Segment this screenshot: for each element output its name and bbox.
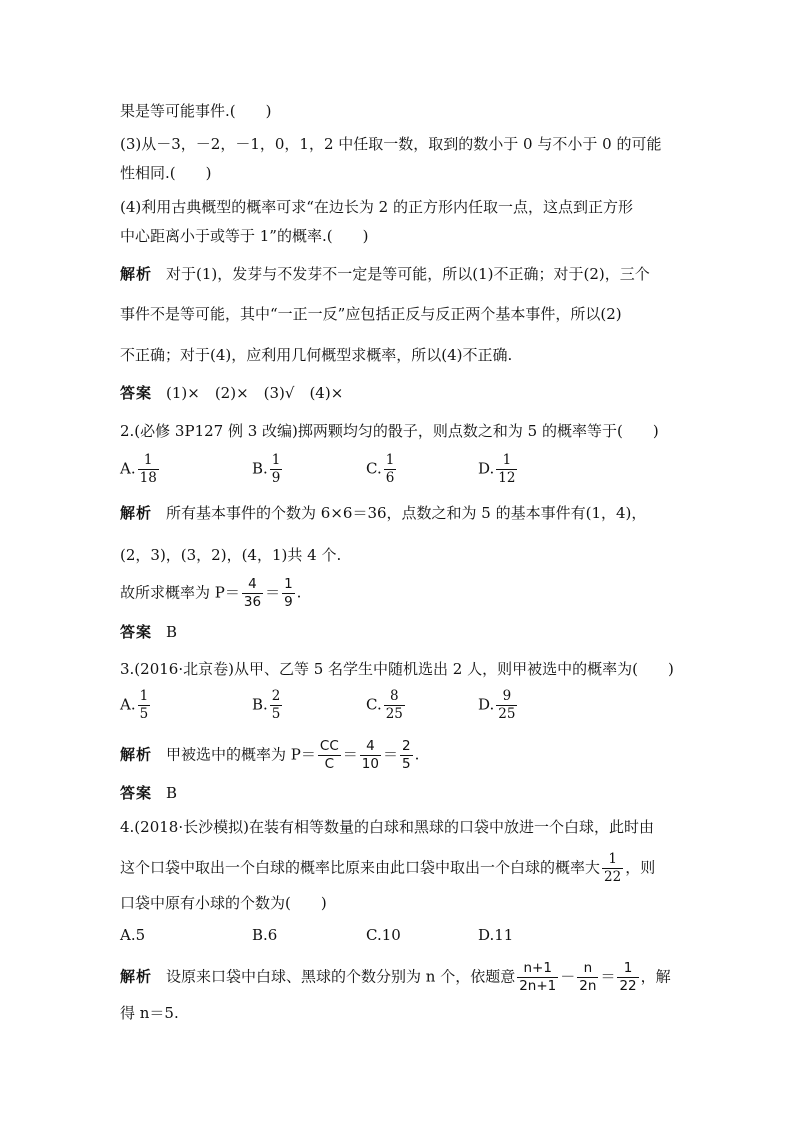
fraction: $\frac{n}{2n}$ xyxy=(579,960,597,994)
q4-option-c: C.10 xyxy=(366,926,401,944)
fraction: $\frac{1}{22}$ xyxy=(619,960,637,994)
q2-option-a: A. $\frac{1}{18}$ xyxy=(120,452,157,486)
q2-option-b: B. $\frac{1}{9}$ xyxy=(252,452,281,486)
answer-text: (1)× (2)× (3)√ (4)× xyxy=(166,384,344,402)
fraction: $\frac{4}{10}$ xyxy=(361,738,379,772)
q4-option-b: B.6 xyxy=(252,926,278,944)
q4-solution-line2: 得 n＝5. xyxy=(120,1004,179,1022)
answer-label: 答案 xyxy=(120,384,153,402)
q3-solution: 解析 甲被选中的概率为 P＝ $\frac{CC}{C}$ ＝ $\frac{4}{10}$ ＝ $\frac{2}{5}$ . xyxy=(120,738,420,772)
fraction: $\frac{1}{12}$ xyxy=(498,452,516,486)
solution-text: 对于(1)，发芽与不发芽不一定是等可能，所以(1)不正确；对于(2)，三个 xyxy=(166,265,650,283)
fraction: $\frac{CC}{C}$ xyxy=(319,738,339,772)
q3-option-d: D. $\frac{9}{25}$ xyxy=(478,688,516,722)
fraction: $\frac{1}{22}$ xyxy=(604,851,622,885)
solution-label: 解析 xyxy=(120,967,153,986)
q1-answer xyxy=(120,383,343,403)
q2-answer xyxy=(120,622,177,642)
fraction: $\frac{n+1}{2n+1}$ xyxy=(519,960,557,994)
q4-stem-line2: 这个口袋中取出一个白球的概率比原来由此口袋中取出一个白球的概率大 $\frac{1}{22}$ ，则 xyxy=(120,851,656,885)
solution-label: 解析 xyxy=(120,504,153,522)
q3-option-c: C. $\frac{8}{25}$ xyxy=(366,688,403,722)
fraction: $\frac{4}{36}$ xyxy=(243,576,262,610)
q4-stem-line3: 口袋中原有小球的个数为( ) xyxy=(120,894,327,912)
q1-line: 果是等可能事件.( ) xyxy=(120,102,272,120)
answer-label: 答案 xyxy=(120,623,153,641)
q2-stem: 2.(必修 3P127 例 3 改编)掷两颗均匀的骰子，则点数之和为 5 的概率等于( ) xyxy=(120,422,659,440)
solution-label: 解析 xyxy=(120,265,153,283)
q1-item3-line1: (3)从－3，－2，－1，0，1，2 中任取一数，取到的数小于 0 与不小于 0 的可能 xyxy=(120,135,662,153)
q4-option-a: A.5 xyxy=(120,926,146,944)
q3-option-b: B. $\frac{2}{5}$ xyxy=(252,688,281,722)
fraction: $\frac{1}{6}$ xyxy=(385,452,395,486)
fraction: $\frac{8}{25}$ xyxy=(385,688,403,722)
q4-stem-line1: 4.(2018·长沙模拟)在装有相等数量的白球和黑球的口袋中放进一个白球，此时由 xyxy=(120,818,654,836)
fraction: $\frac{1}{9}$ xyxy=(271,452,281,486)
q1-item3-line2: 性相同.( ) xyxy=(120,164,212,182)
q2-solution-line2: (2，3)，(3，2)，(4，1)共 4 个. xyxy=(120,546,342,564)
q1-item4-line1: (4)利用古典概型的概率可求“在边长为 2 的正方形内任取一点，这点到正方形 xyxy=(120,198,633,216)
q1-solution-line1 xyxy=(120,264,650,284)
q1-item4-line2: 中心距离小于或等于 1”的概率.( ) xyxy=(120,227,369,245)
q3-option-a: A. $\frac{1}{5}$ xyxy=(120,688,149,722)
q1-solution-line2: 事件不是等可能，其中“一正一反”应包括正反与反正两个基本事件，所以(2) xyxy=(120,305,622,323)
q1-solution-line3: 不正确；对于(4)，应利用几何概型求概率，所以(4)不正确. xyxy=(120,346,513,364)
q4-solution-line1: 解析 设原来口袋中白球、黑球的个数分别为 n 个，依题意 $\frac{n+1}{2n+1}$ － $\frac{n}{2n}$ ＝ $\frac{1}{22}$ ，解 xyxy=(120,960,671,994)
solution-text: 所有基本事件的个数为 6×6＝36，点数之和为 5 的基本事件有(1，4)， xyxy=(166,504,647,522)
q2-option-c: C. $\frac{1}{6}$ xyxy=(366,452,395,486)
fraction: $\frac{9}{25}$ xyxy=(498,688,516,722)
q4-option-d: D.11 xyxy=(478,926,514,944)
fraction: $\frac{1}{18}$ xyxy=(139,452,157,486)
q2-solution-line1 xyxy=(120,503,646,523)
q3-stem: 3.(2016·北京卷)从甲、乙等 5 名学生中随机选出 2 人，则甲被选中的概率为( ) xyxy=(120,660,674,678)
fraction: $\frac{2}{5}$ xyxy=(271,688,281,722)
answer-text: B xyxy=(166,784,178,802)
fraction: $\frac{2}{5}$ xyxy=(401,738,411,772)
answer-text: B xyxy=(166,623,178,641)
q2-option-d: D. $\frac{1}{12}$ xyxy=(478,452,516,486)
fraction: $\frac{1}{5}$ xyxy=(139,688,149,722)
fraction: $\frac{1}{9}$ xyxy=(284,576,293,610)
solution-label: 解析 xyxy=(120,745,153,764)
answer-label: 答案 xyxy=(120,784,153,802)
q2-solution-line3: 故所求概率为 P＝ $\frac{4}{36}$ ＝ $\frac{1}{9}$ . xyxy=(120,576,302,610)
q3-answer xyxy=(120,783,177,803)
